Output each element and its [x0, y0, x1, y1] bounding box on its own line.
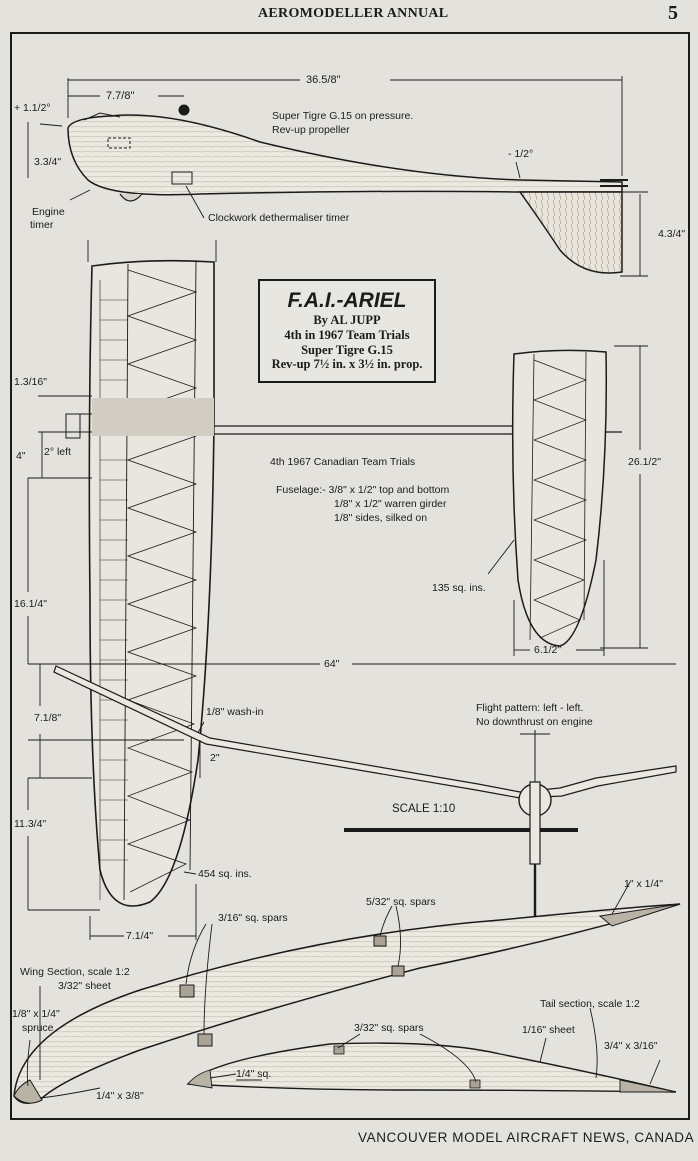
- thrust-line: 2° left: [44, 446, 71, 458]
- tail-chord: 6.1/2": [534, 644, 562, 656]
- running-header: AEROMODELLER ANNUAL: [258, 6, 449, 21]
- wing-incidence: + 1.1/2°: [14, 102, 51, 114]
- plan-title: F.A.I.-ARIEL: [287, 289, 407, 312]
- sheet-label: 3/32" sheet: [58, 980, 111, 992]
- fuselage-note-1: Fuselage:- 3/8" x 1/2" top and bottom: [276, 484, 450, 496]
- dethermaliser-label: Clockwork dethermaliser timer: [208, 212, 350, 224]
- spruce-size: 1/8" x 1/4": [12, 1008, 60, 1020]
- wing-spars-label: 3/16" sq. spars: [218, 912, 288, 924]
- trailing-edge-label: 1" x 1/4": [624, 878, 663, 890]
- wing-section-label: Wing Section, scale 1:2: [20, 966, 130, 978]
- dihedral-height: 2": [210, 752, 220, 764]
- fuselage-length: 36.5/8": [306, 74, 341, 86]
- engine-note-2: Rev-up propeller: [272, 124, 350, 136]
- tail-incidence: - 1/2°: [508, 148, 534, 160]
- pylon-height: 3.3/4": [34, 156, 62, 168]
- flight-pattern-1: Flight pattern: left - left.: [476, 702, 584, 714]
- spruce-label: spruce: [22, 1022, 54, 1034]
- wing-area: 454 sq. ins.: [198, 868, 252, 880]
- engine-line: Super Tigre G.15: [301, 342, 393, 357]
- tail-span: 26.1/2": [628, 456, 661, 468]
- fuselage-note-3: 1/8" sides, silked on: [334, 512, 428, 524]
- team-trials-note: 4th 1967 Canadian Team Trials: [270, 456, 416, 468]
- leading-edge-label: 1/4" x 3/8": [96, 1090, 144, 1102]
- wing-panel-2: 7.1/8": [34, 712, 62, 724]
- wing-panel-3: 11.3/4": [14, 818, 47, 830]
- tail-te-label: 3/4" x 3/16": [604, 1040, 658, 1052]
- washin-label: 1/8" wash-in: [206, 706, 264, 718]
- author-line: By AL JUPP: [313, 313, 381, 327]
- wing-panel-1: 16.1/4": [14, 598, 47, 610]
- tail-sheet-label: 1/16" sheet: [522, 1024, 575, 1036]
- engine-timer-label-2: timer: [30, 219, 54, 231]
- tail-section-label: Tail section, scale 1:2: [540, 998, 640, 1010]
- engine-timer-label-1: Engine: [32, 206, 65, 218]
- footer-credit: VANCOUVER MODEL AIRCRAFT NEWS, CANADA: [358, 1130, 695, 1145]
- nose-length: 7.7/8": [106, 90, 135, 102]
- placing-line: 4th in 1967 Team Trials: [284, 327, 410, 342]
- flight-pattern-2: No downthrust on engine: [476, 716, 593, 728]
- offset-dimension: 4": [16, 450, 26, 462]
- overall-length: 64": [324, 658, 340, 670]
- prop-line: Rev-up 7½ in. x 3½ in. prop.: [271, 357, 423, 372]
- tailplane-plan-view: [513, 350, 607, 646]
- tail-area: 135 sq. ins.: [432, 582, 486, 594]
- nose-width: 1.3/16": [14, 376, 47, 388]
- tail-le-label: 1/4" sq.: [236, 1068, 272, 1080]
- engine-note-1: Super Tigre G.15 on pressure.: [272, 110, 414, 122]
- scale-label: SCALE 1:10: [392, 803, 456, 815]
- wing-plan-view: [66, 261, 214, 906]
- tail-spars-label: 3/32" sq. spars: [354, 1022, 424, 1034]
- spars-5-32-label: 5/32" sq. spars: [366, 896, 436, 908]
- title-box: [258, 279, 436, 383]
- fin-height: 4.3/4": [658, 228, 686, 240]
- page-number: 5: [668, 2, 678, 24]
- fuselage-note-2: 1/8" x 1/2" warren girder: [334, 498, 447, 510]
- tip-chord: 7.1/4": [126, 930, 154, 942]
